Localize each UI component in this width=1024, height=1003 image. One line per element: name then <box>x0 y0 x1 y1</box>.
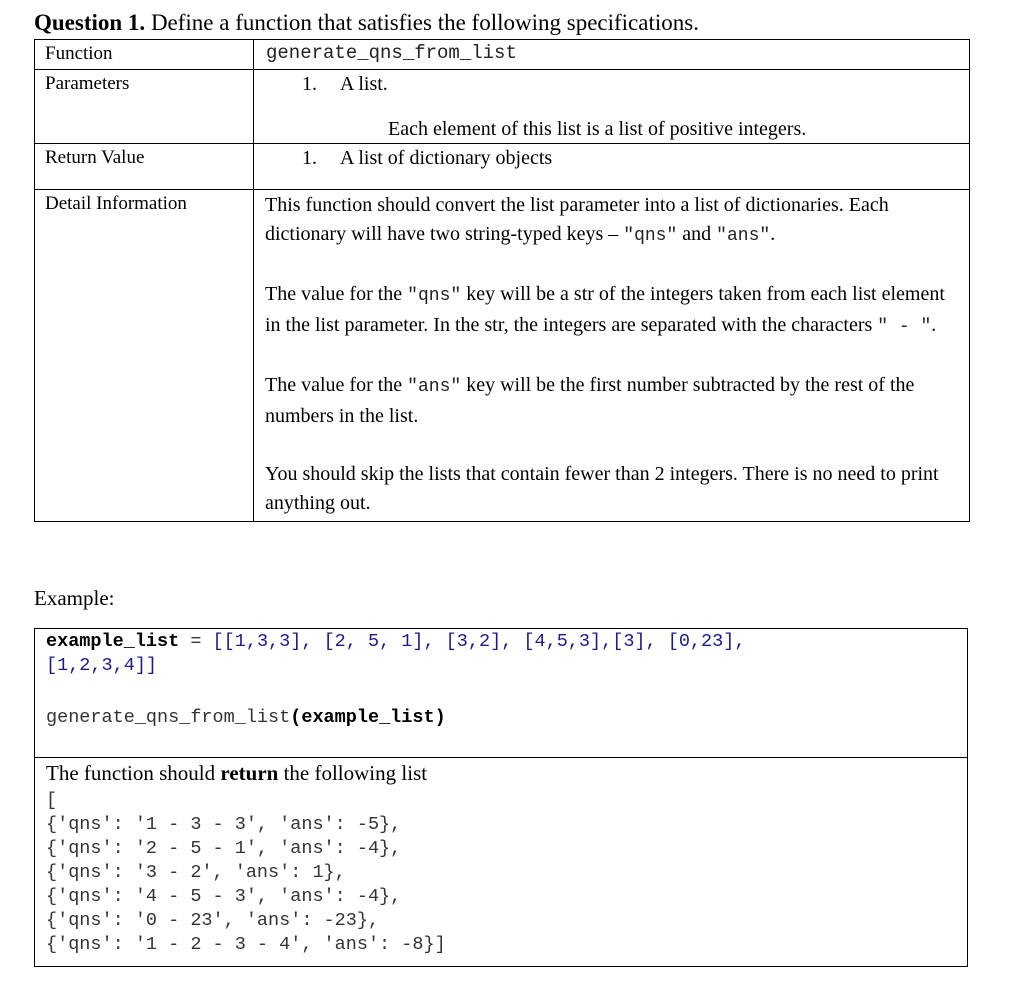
parameters-label: Parameters <box>35 70 254 144</box>
code-line-2: [1,2,3,4]] <box>46 655 158 676</box>
code-call-line: generate_qns_from_list(example_list) <box>46 707 446 728</box>
row-detail <box>35 190 970 522</box>
detail-paragraph-1: This function should convert the list parameter into a list of dictionaries. Each dictionary will have two string-typed keys – "qns" and "ans". <box>265 194 889 246</box>
result-list <box>46 789 446 957</box>
question-number: Question 1. <box>34 10 146 35</box>
detail-paragraph-3: The value for the "ans" key will be the first number subtracted by the rest of the numbers in the list. <box>265 374 915 427</box>
result-line: {'qns': '2 - 5 - 1', 'ans': -4}, <box>46 838 402 859</box>
detail-cell <box>254 190 970 522</box>
function-name: generate_qns_from_list <box>254 40 970 70</box>
detail-label: Detail Information <box>35 190 254 522</box>
return-num: 1. <box>302 147 317 169</box>
spec-table <box>34 39 970 522</box>
parameters-num: 1. <box>302 73 317 95</box>
detail-paragraph-2: The value for the "qns" key will be a str of the integers taken from each list element in the list parameter. In the str, the integers are separated with the characters " - ". <box>265 283 945 337</box>
code-line-1: example_list = [[1,3,3], [2, 5, 1], [3,2], [4,5,3],[3], [0,23], <box>46 631 746 652</box>
parameters-cell <box>254 70 970 144</box>
parameters-item: A list. <box>340 73 388 95</box>
detail-paragraph-4: You should skip the lists that contain fewer than 2 integers. There is no need to print anything out. <box>265 463 939 514</box>
function-label: Function <box>35 40 254 70</box>
result-line: {'qns': '1 - 2 - 3 - 4', 'ans': -8}] <box>46 934 446 955</box>
question-heading <box>34 8 699 38</box>
question-text: Define a function that satisfies the following specifications. <box>145 10 699 35</box>
result-line: {'qns': '0 - 23', 'ans': -23}, <box>46 910 380 931</box>
result-line: {'qns': '1 - 3 - 3', 'ans': -5}, <box>46 814 402 835</box>
example-label: Example: <box>34 586 115 610</box>
expected-output-box <box>34 757 968 967</box>
row-function <box>35 40 970 70</box>
example-code-box <box>34 628 968 758</box>
row-parameters <box>35 70 970 144</box>
return-cell <box>254 144 970 190</box>
parameters-sub: Each element of this list is a list of positive integers. <box>388 118 807 140</box>
result-line: {'qns': '3 - 2', 'ans': 1}, <box>46 862 346 883</box>
return-item: A list of dictionary objects <box>340 147 553 169</box>
return-intro: The function should return the following list <box>46 761 428 785</box>
row-return <box>35 144 970 190</box>
result-line: {'qns': '4 - 5 - 3', 'ans': -4}, <box>46 886 402 907</box>
result-line: [ <box>46 790 58 811</box>
return-label: Return Value <box>35 144 254 190</box>
